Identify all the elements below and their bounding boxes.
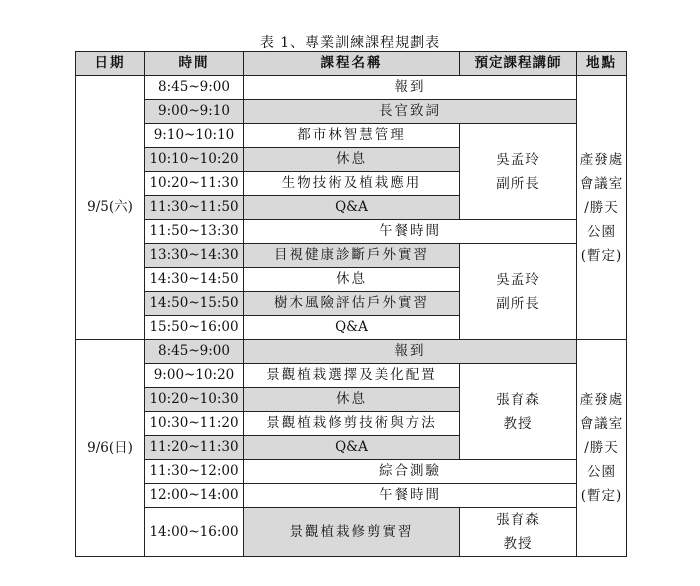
time-cell: 14:30~14:50: [145, 268, 244, 292]
course-cell: 景觀植栽修剪技術與方法: [244, 412, 460, 436]
course-cell: 午餐時間: [244, 220, 577, 244]
instructor-title: 教授: [503, 536, 533, 552]
header-date: 日期: [76, 52, 145, 76]
venue-line: 產發處: [579, 392, 624, 408]
instructor-cell: [460, 508, 577, 557]
course-cell: 景觀植栽修剪實習: [244, 508, 460, 557]
table-row: [76, 340, 627, 364]
course-cell: Q&A: [244, 196, 460, 220]
time-cell: 9:00~9:10: [145, 100, 244, 124]
venue-line: /勝天: [584, 199, 619, 216]
date-cell-day1: 9/5(六): [76, 76, 145, 340]
date-cell-day2: 9/6(日): [76, 340, 145, 557]
venue-cell-day2: [577, 340, 627, 557]
venue-line: (暫定): [580, 488, 623, 504]
venue-line: 會議室: [579, 416, 624, 432]
instructor-title: 副所長: [496, 295, 540, 312]
course-cell: 樹木風險評估戶外實習: [244, 292, 460, 316]
venue-line: (暫定): [580, 247, 623, 264]
table-row: [76, 76, 627, 100]
course-cell: Q&A: [244, 436, 460, 460]
venue-line: /勝天: [584, 440, 619, 456]
header-row: [76, 52, 627, 76]
course-cell: Q&A: [244, 316, 460, 340]
venue-line: 公園: [587, 223, 616, 240]
time-cell: 8:45~9:00: [145, 76, 244, 100]
instructor-name: 張育森: [496, 512, 540, 528]
table-row: [76, 508, 627, 557]
instructor-cell: [460, 124, 577, 220]
instructor-cell: [460, 364, 577, 460]
table-row: [76, 460, 627, 484]
header-venue: 地點: [577, 52, 627, 76]
table-row: [76, 364, 627, 388]
table-row: [76, 484, 627, 508]
table-caption: 表 1、專業訓練課程規劃表: [259, 35, 441, 51]
table-row: [76, 244, 627, 268]
venue-line: 會議室: [579, 175, 624, 192]
time-cell: 8:45~9:00: [145, 340, 244, 364]
time-cell: 11:30~12:00: [145, 460, 244, 484]
instructor-cell: [460, 244, 577, 340]
course-cell: 都市林智慧管理: [244, 124, 460, 148]
course-cell: 休息: [244, 148, 460, 172]
time-cell: 12:00~14:00: [145, 484, 244, 508]
instructor-title: 副所長: [496, 175, 540, 192]
time-cell: 15:50~16:00: [145, 316, 244, 340]
time-cell: 11:20~11:30: [145, 436, 244, 460]
time-cell: 11:30~11:50: [145, 196, 244, 220]
instructor-name: 吳孟玲: [496, 151, 540, 168]
time-cell: 10:20~10:30: [145, 388, 244, 412]
table-row: [76, 100, 627, 124]
course-cell: 目視健康診斷戶外實習: [244, 244, 460, 268]
course-cell: 休息: [244, 268, 460, 292]
time-cell: 10:20~11:30: [145, 172, 244, 196]
header-time: 時間: [145, 52, 244, 76]
time-cell: 14:00~16:00: [145, 508, 244, 557]
instructor-name: 吳孟玲: [496, 271, 540, 288]
course-cell: 報到: [244, 76, 577, 100]
time-cell: 14:50~15:50: [145, 292, 244, 316]
time-cell: 11:50~13:30: [145, 220, 244, 244]
time-cell: 10:30~11:20: [145, 412, 244, 436]
course-cell: 休息: [244, 388, 460, 412]
course-cell: 生物技術及植栽應用: [244, 172, 460, 196]
header-course: 課程名稱: [244, 52, 460, 76]
time-cell: 9:10~10:10: [145, 124, 244, 148]
venue-line: 公園: [587, 464, 616, 480]
time-cell: 10:10~10:20: [145, 148, 244, 172]
course-cell: 綜合測驗: [244, 460, 577, 484]
instructor-title: 教授: [503, 415, 533, 432]
course-cell: 景觀植栽選擇及美化配置: [244, 364, 460, 388]
venue-line: 產發處: [579, 151, 624, 168]
course-cell: 午餐時間: [244, 484, 577, 508]
instructor-name: 張育森: [496, 391, 540, 408]
schedule-table: [75, 51, 627, 557]
time-cell: 13:30~14:30: [145, 244, 244, 268]
header-instructor: 預定課程講師: [460, 52, 577, 76]
table-row: [76, 124, 627, 148]
venue-cell-day1: [577, 76, 627, 340]
course-cell: 報到: [244, 340, 577, 364]
course-cell: 長官致詞: [244, 100, 577, 124]
table-row: [76, 220, 627, 244]
time-cell: 9:00~10:20: [145, 364, 244, 388]
